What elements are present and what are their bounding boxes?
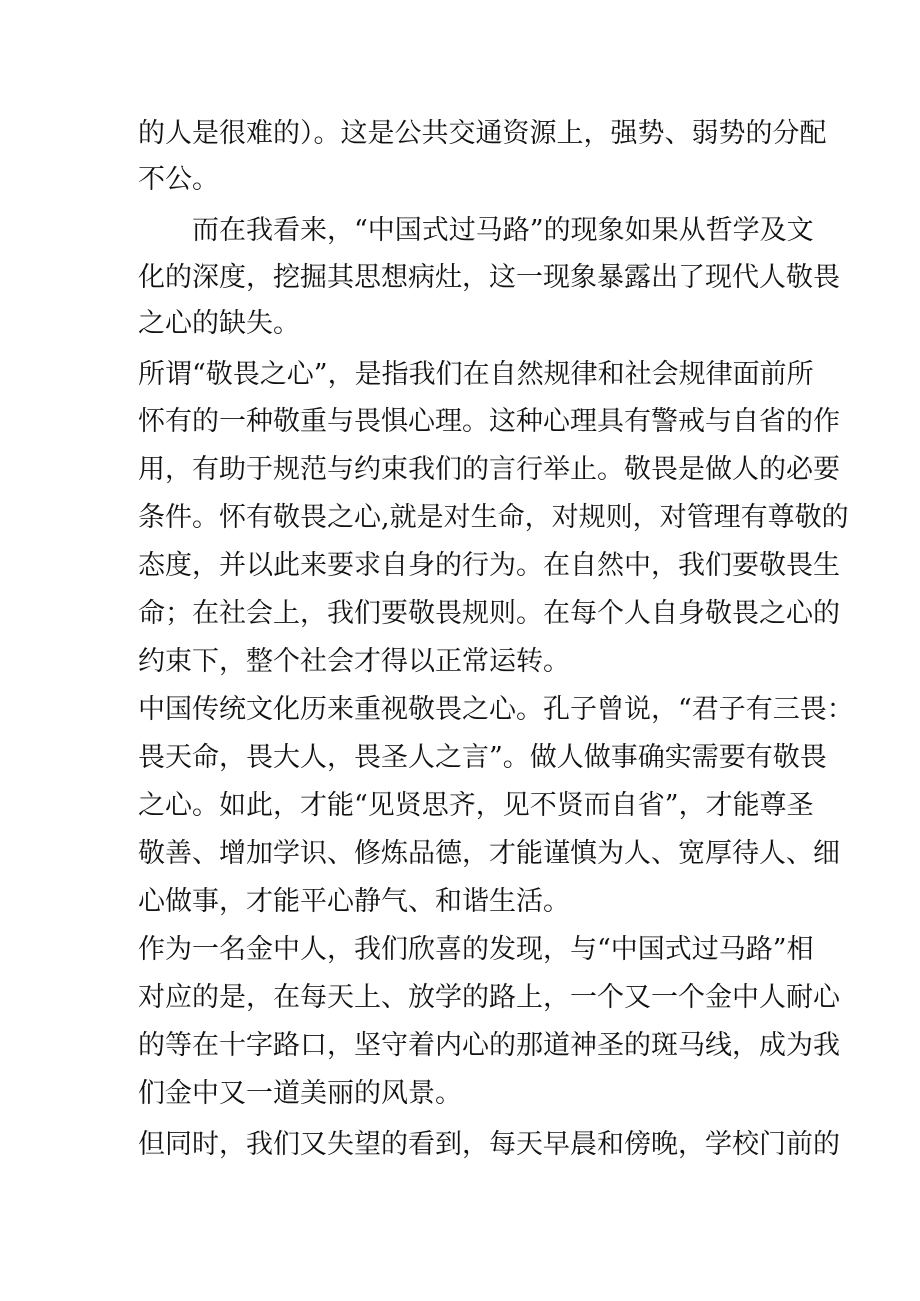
text-line: 之心的缺失。 — [138, 308, 300, 339]
text-line: 所谓“敬畏之心”，是指我们在自然规律和社会规律面前所 — [138, 359, 814, 390]
text-line: 之心。如此，才能“见贤思齐，见不贤而自省”，才能尊圣 — [138, 790, 814, 821]
text-line: 不公。 — [138, 164, 219, 195]
text-line: 态度，并以此来要求自身的行为。在自然中，我们要敬畏生 — [138, 550, 840, 581]
text-line: 命；在社会上，我们要敬畏规则。在每个人自身敬畏之心的 — [138, 598, 840, 629]
text-line: 作为一名金中人，我们欣喜的发现，与“中国式过马路”相 — [138, 934, 814, 965]
text-line: 约束下，整个社会才得以正常运转。 — [138, 646, 570, 677]
text-line: 敬善、增加学识、修炼品德，才能谨慎为人、宽厚待人、细 — [138, 838, 840, 869]
text-line: 而在我看来，“中国式过马路”的现象如果从哲学及文 — [192, 215, 814, 246]
text-line: 畏天命，畏大人，畏圣人之言”。做人做事确实需要有敬畏 — [138, 742, 827, 773]
text-line: 中国传统文化历来重视敬畏之心。孔子曾说，“君子有三畏： — [138, 694, 854, 725]
text-line: 对应的是，在每天上、放学的路上，一个又一个金中人耐心 — [138, 982, 840, 1013]
text-line: 的人是很难的）。这是公共交通资源上，强势、弱势的分配 — [138, 118, 827, 149]
text-line: 用，有助于规范与约束我们的言行举止。敬畏是做人的必要 — [138, 454, 840, 485]
text-line: 但同时，我们又失望的看到，每天早晨和傍晚，学校门前的 — [138, 1129, 840, 1160]
text-line: 化的深度，挖掘其思想病灶，这一现象暴露出了现代人敬畏 — [138, 262, 840, 293]
text-line: 条件。怀有敬畏之心,就是对生命，对规则，对管理有尊敬的 — [138, 502, 849, 533]
text-line: 怀有的一种敬重与畏惧心理。这种心理具有警戒与自省的作 — [138, 406, 840, 437]
text-line: 心做事，才能平心静气、和谐生活。 — [138, 886, 570, 917]
text-line: 的等在十字路口，坚守着内心的那道神圣的斑马线，成为我 — [138, 1030, 840, 1061]
text-line: 们金中又一道美丽的风景。 — [138, 1078, 462, 1109]
